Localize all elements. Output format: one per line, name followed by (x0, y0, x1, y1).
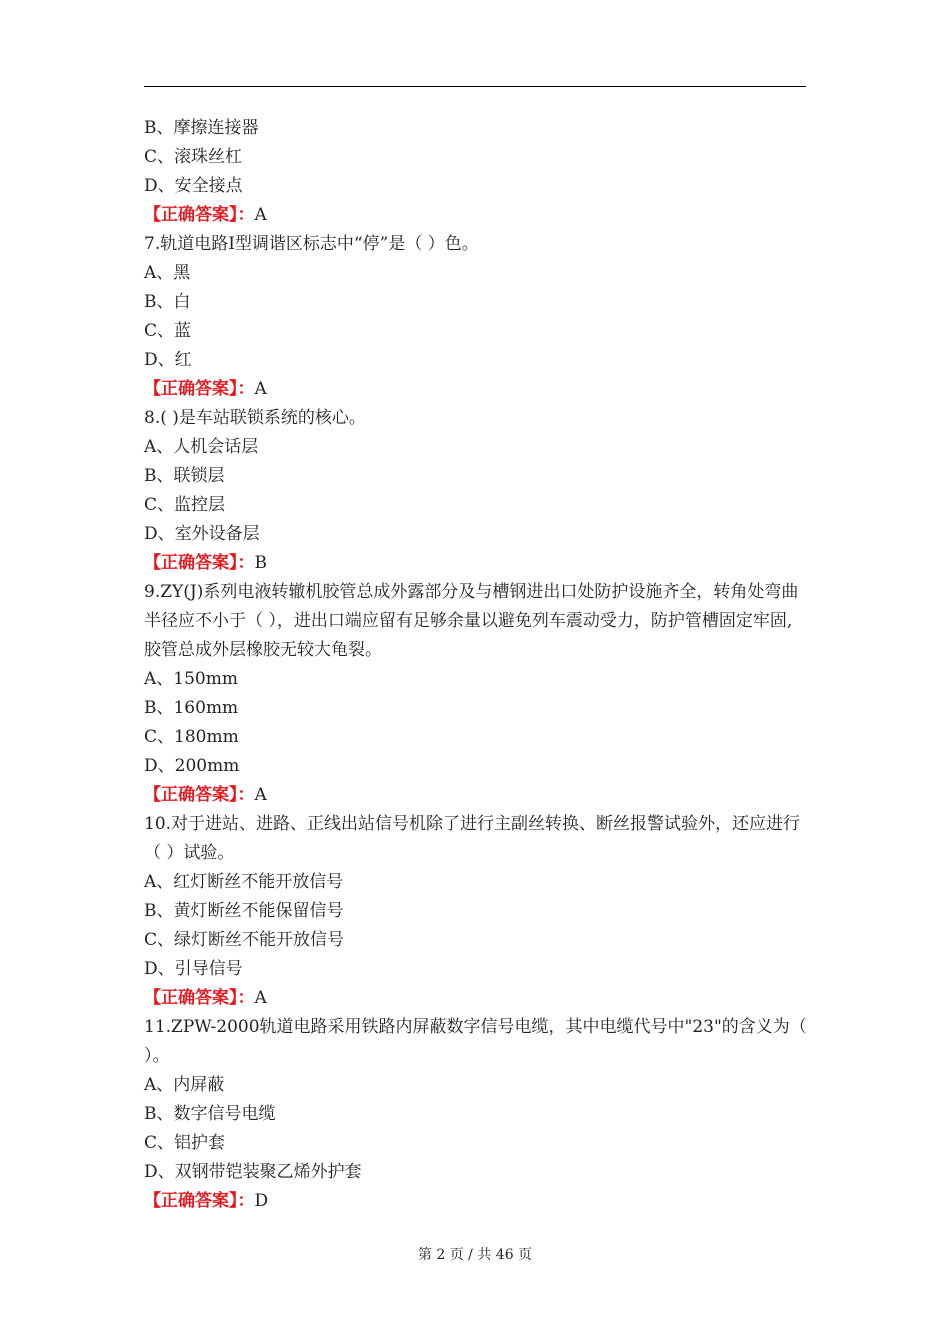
question-block-8 (144, 404, 809, 578)
question-text: 7.轨道电路I型调谐区标志中“停”是（ ）色。 (144, 234, 479, 254)
option-d: D、双钢带铠装聚乙烯外护套 (144, 1162, 362, 1182)
question-block-7 (144, 230, 809, 404)
option-a: A、150mm (144, 669, 238, 689)
option-c: C、监控层 (144, 495, 226, 515)
option-c: C、滚珠丝杠 (144, 147, 243, 167)
option-c: C、180mm (144, 727, 239, 747)
page-footer: 第 2 页 / 共 46 页 (417, 1247, 533, 1263)
answer-value: A (254, 988, 267, 1008)
answer-line (144, 549, 809, 578)
option-a: A、黑 (144, 263, 191, 283)
document-body (144, 114, 809, 1216)
question-text: 10.对于进站、进路、正线出站信号机除了进行主副丝转换、断丝报警试验外，还应进行（ ）试验。 (144, 814, 801, 863)
option-a: A、内屏蔽 (144, 1075, 225, 1095)
question-text: 8.( )是车站联锁系统的核心。 (144, 408, 366, 428)
question-block-10 (144, 810, 809, 1013)
answer-label: 【正确答案】： (144, 379, 255, 399)
option-d: D、红 (144, 350, 192, 370)
answer-label: 【正确答案】： (144, 553, 255, 573)
option-d: D、室外设备层 (144, 524, 260, 544)
option-d: D、安全接点 (144, 176, 243, 196)
answer-line (144, 201, 809, 230)
option-a: A、红灯断丝不能开放信号 (144, 872, 344, 892)
option-c: C、绿灯断丝不能开放信号 (144, 930, 345, 950)
answer-value: A (254, 205, 267, 225)
option-b: B、摩擦连接器 (144, 118, 259, 138)
option-c: C、铝护套 (144, 1133, 226, 1153)
answer-line (144, 1187, 809, 1216)
header-rule (144, 86, 806, 87)
option-d: D、200mm (144, 756, 240, 776)
answer-label: 【正确答案】： (144, 1191, 255, 1211)
answer-line (144, 375, 809, 404)
answer-label: 【正确答案】： (144, 205, 255, 225)
answer-label: 【正确答案】： (144, 785, 255, 805)
question-text: 9.ZY(J)系列电液转辙机胶管总成外露部分及与槽钢进出口处防护设施齐全，转角处弯曲半径应不小于（ ），进出口端应留有足够余量以避免列车震动受力，防护管槽固定牢固,胶管总成外层橡胶无较大龟裂。 (144, 582, 799, 660)
option-b: B、数字信号电缆 (144, 1104, 276, 1124)
answer-label: 【正确答案】： (144, 988, 255, 1008)
answer-line (144, 781, 809, 810)
option-b: B、白 (144, 292, 191, 312)
answer-value: D (254, 1191, 269, 1211)
answer-value: A (254, 379, 267, 399)
option-b: B、黄灯断丝不能保留信号 (144, 901, 344, 921)
option-b: B、160mm (144, 698, 239, 718)
question-text: 11.ZPW-2000轨道电路采用铁路内屏蔽数字信号电缆，其中电缆代号中"23"的含义为（ ）。 (144, 1017, 807, 1066)
answer-value: A (254, 785, 267, 805)
option-a: A、人机会话层 (144, 437, 259, 457)
question-block-6 (144, 114, 809, 230)
option-b: B、联锁层 (144, 466, 225, 486)
option-d: D、引导信号 (144, 959, 243, 979)
option-c: C、蓝 (144, 321, 192, 341)
question-block-9 (144, 578, 809, 810)
question-block-11 (144, 1013, 809, 1216)
answer-line (144, 984, 809, 1013)
answer-value: B (254, 553, 267, 573)
